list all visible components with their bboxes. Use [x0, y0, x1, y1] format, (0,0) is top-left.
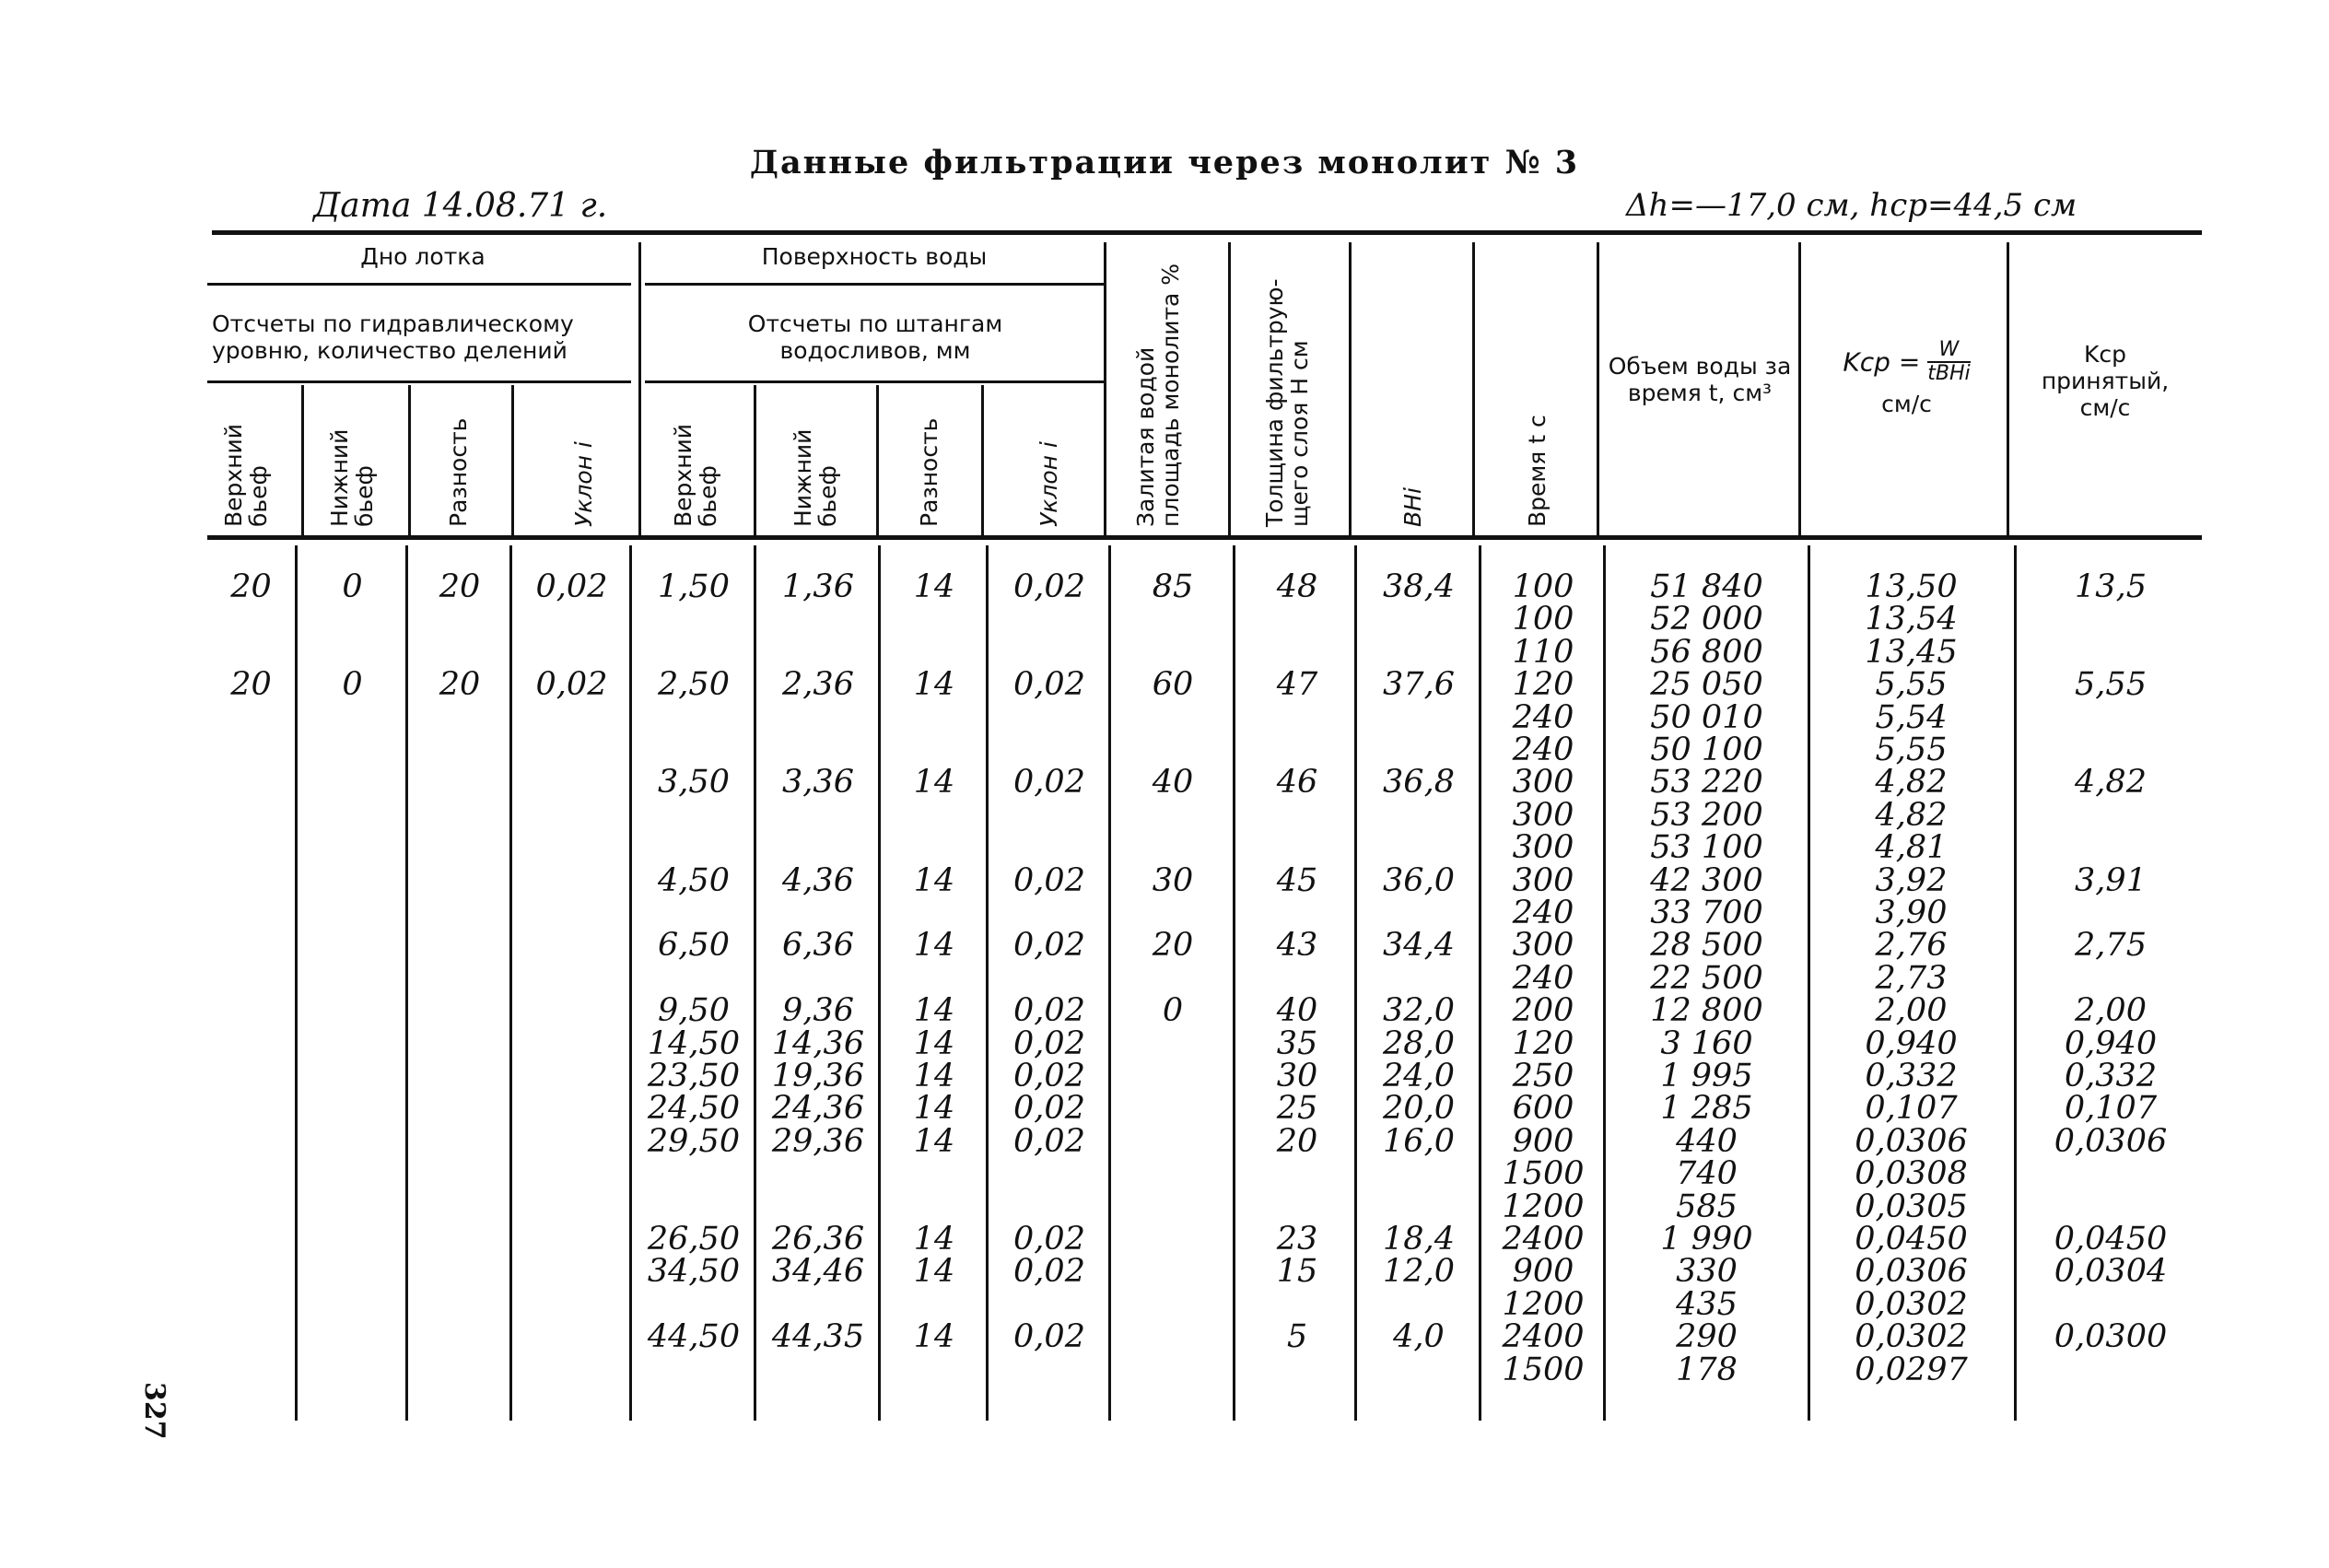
body-divider — [1479, 545, 1481, 1421]
cell-kcp-accepted: 5,55 — [2075, 666, 2147, 704]
cell-thickness: 23 — [1276, 1221, 1318, 1258]
cell-kcp: 5,55 — [1875, 731, 1948, 768]
cell-volume: 52 000 — [1650, 601, 1763, 638]
header-diff-1: Разность — [445, 417, 472, 527]
cell-time: 200 — [1512, 992, 1574, 1030]
body-divider — [1808, 545, 1810, 1421]
cell-kcp-accepted: 13,5 — [2075, 568, 2147, 605]
header-divider — [511, 385, 514, 537]
cell-kcp: 0,0450 — [1855, 1221, 1968, 1258]
cell-bhi: 16,0 — [1383, 1122, 1455, 1160]
header-divider — [301, 385, 304, 537]
cell-volume: 56 800 — [1650, 633, 1763, 671]
cell-diff-surface: 14 — [913, 1058, 955, 1094]
cell-lower-bottom: 0 — [342, 568, 363, 605]
cell-diff-surface: 14 — [913, 764, 955, 802]
cell-volume: 28 500 — [1650, 927, 1763, 965]
cell-time: 300 — [1512, 861, 1574, 899]
cell-upper-surface: 4,50 — [658, 861, 730, 899]
cell-flooded-area: 60 — [1152, 666, 1194, 704]
cell-time: 600 — [1512, 1090, 1574, 1128]
cell-upper-surface: 6,50 — [658, 927, 730, 965]
header-diff-2: Разность — [916, 417, 942, 527]
cell-diff-bottom: 20 — [439, 666, 481, 704]
cell-kcp: 13,45 — [1865, 633, 1958, 671]
cell-kcp: 4,81 — [1875, 829, 1948, 867]
cell-diff-surface: 14 — [913, 1221, 955, 1258]
cell-thickness: 5 — [1286, 1318, 1308, 1356]
cell-bhi: 28,0 — [1383, 1024, 1455, 1062]
cell-flooded-area: 0 — [1162, 992, 1184, 1030]
cell-lower-surface: 34,46 — [771, 1253, 865, 1291]
cell-thickness: 20 — [1276, 1122, 1318, 1160]
header-slope-2: Уклон i — [1036, 441, 1062, 527]
body-divider — [405, 545, 408, 1421]
header-divider — [638, 242, 641, 537]
header-kcp — [1808, 339, 2006, 417]
date-label: Дата 14.08.71 г. — [313, 187, 608, 225]
header-divider — [1228, 242, 1231, 537]
cell-lower-surface: 26,36 — [771, 1221, 865, 1258]
cell-flooded-area: 85 — [1152, 568, 1194, 605]
cell-slope-bottom: 0,02 — [535, 568, 608, 605]
header-bottom-group: Дно лотка — [360, 243, 486, 270]
cell-kcp: 4,82 — [1875, 796, 1948, 834]
cell-kcp-accepted: 0,0306 — [2054, 1122, 2168, 1160]
cell-time: 2400 — [1502, 1221, 1585, 1258]
cell-time: 900 — [1512, 1122, 1574, 1160]
cell-slope-surface: 0,02 — [1013, 1090, 1085, 1128]
cell-slope-bottom: 0,02 — [535, 666, 608, 704]
header-bottom-subgroup: Отсчеты по гидравлическому уровню, количество делений — [212, 310, 574, 364]
cell-lower-surface: 19,36 — [771, 1058, 865, 1094]
cell-lower-bottom: 0 — [342, 666, 363, 704]
cell-kcp-accepted: 0,0450 — [2054, 1221, 2168, 1258]
cell-time: 1500 — [1502, 1351, 1585, 1388]
cell-volume: 42 300 — [1650, 861, 1763, 899]
cell-diff-surface: 14 — [913, 568, 955, 605]
cell-diff-surface: 14 — [913, 1024, 955, 1062]
cell-upper-surface: 1,50 — [658, 568, 730, 605]
header-slope-1: Уклон i — [570, 441, 597, 527]
cell-slope-surface: 0,02 — [1013, 764, 1085, 802]
cell-time: 300 — [1512, 796, 1574, 834]
cell-volume: 25 050 — [1650, 666, 1763, 704]
header-surface-group: Поверхность воды — [761, 243, 988, 270]
cell-bhi: 37,6 — [1383, 666, 1455, 704]
group-bottom-rule — [207, 283, 631, 286]
cell-kcp-accepted: 2,00 — [2075, 992, 2147, 1030]
cell-bhi: 12,0 — [1383, 1253, 1455, 1291]
cell-thickness: 45 — [1276, 861, 1318, 899]
cell-time: 300 — [1512, 927, 1574, 965]
cell-time: 300 — [1512, 829, 1574, 867]
cell-volume: 22 500 — [1650, 959, 1763, 997]
cell-kcp: 13,50 — [1865, 568, 1958, 605]
cell-volume: 53 100 — [1650, 829, 1763, 867]
cell-kcp-accepted: 0,0304 — [2054, 1253, 2168, 1291]
cell-slope-surface: 0,02 — [1013, 1058, 1085, 1094]
cell-lower-surface: 9,36 — [782, 992, 854, 1030]
body-divider — [1603, 545, 1606, 1421]
cell-time: 240 — [1512, 895, 1574, 931]
cell-slope-surface: 0,02 — [1013, 861, 1085, 899]
cell-volume: 178 — [1676, 1351, 1738, 1388]
cell-slope-surface: 0,02 — [1013, 992, 1085, 1030]
cell-flooded-area: 30 — [1152, 861, 1194, 899]
cell-kcp: 0,332 — [1865, 1058, 1958, 1094]
cell-volume: 740 — [1676, 1155, 1738, 1193]
body-divider — [878, 545, 881, 1421]
cell-upper-bottom: 20 — [230, 666, 272, 704]
cell-bhi: 36,0 — [1383, 861, 1455, 899]
cell-kcp: 0,0302 — [1855, 1318, 1968, 1356]
parameters-label: Δh=—17,0 см, hср=44,5 см — [1626, 187, 2077, 224]
cell-bhi: 38,4 — [1383, 568, 1455, 605]
header-divider — [1349, 242, 1352, 537]
cell-lower-surface: 3,36 — [782, 764, 854, 802]
header-surface-subgroup: Отсчеты по штангам водосливов, мм — [747, 310, 1003, 364]
header-layer-thickness: Толщина фильтрую-щего слоя H см — [1261, 278, 1313, 527]
cell-kcp: 3,92 — [1875, 861, 1948, 899]
cell-diff-surface: 14 — [913, 927, 955, 965]
cell-time: 300 — [1512, 764, 1574, 802]
cell-volume: 12 800 — [1650, 992, 1763, 1030]
header-divider — [1798, 242, 1801, 537]
cell-kcp-accepted: 0,107 — [2064, 1090, 2158, 1128]
subheader-surface-rule — [645, 380, 1106, 383]
cell-time: 250 — [1512, 1058, 1574, 1094]
cell-kcp: 5,54 — [1875, 698, 1948, 736]
cell-time: 1500 — [1502, 1155, 1585, 1193]
cell-volume: 3 160 — [1660, 1024, 1753, 1062]
cell-kcp: 2,76 — [1875, 927, 1948, 965]
header-flooded-area: Залитая водой площадь монолита % — [1132, 263, 1184, 527]
cell-thickness: 47 — [1276, 666, 1318, 704]
cell-volume: 51 840 — [1650, 568, 1763, 605]
cell-kcp: 2,00 — [1875, 992, 1948, 1030]
cell-kcp-accepted: 0,940 — [2064, 1024, 2158, 1062]
cell-upper-surface: 2,50 — [658, 666, 730, 704]
header-upper-2: Верхний бьеф — [670, 423, 721, 527]
cell-lower-surface: 44,35 — [771, 1318, 865, 1356]
header-divider — [876, 385, 879, 537]
cell-kcp: 4,82 — [1875, 764, 1948, 802]
kcp-numerator: W — [1927, 339, 1970, 363]
header-bottom-rule — [207, 535, 2202, 540]
cell-bhi: 18,4 — [1383, 1221, 1455, 1258]
cell-volume: 50 100 — [1650, 731, 1763, 768]
header-time: Время t с — [1524, 415, 1551, 527]
cell-thickness: 15 — [1276, 1253, 1318, 1291]
cell-time: 240 — [1512, 731, 1574, 768]
cell-upper-surface: 3,50 — [658, 764, 730, 802]
cell-slope-surface: 0,02 — [1013, 1122, 1085, 1160]
cell-time: 100 — [1512, 601, 1574, 638]
cell-kcp-accepted: 0,0300 — [2054, 1318, 2168, 1356]
cell-volume: 440 — [1676, 1122, 1738, 1160]
cell-kcp: 0,0305 — [1855, 1188, 1968, 1225]
cell-kcp: 0,0308 — [1855, 1155, 1968, 1193]
page-title: Данные фильтрации через монолит № 3 — [749, 144, 1580, 181]
kcp-symbol: Kср = — [1843, 346, 1921, 378]
cell-diff-surface: 14 — [913, 1253, 955, 1291]
body-divider — [295, 545, 298, 1421]
cell-slope-surface: 0,02 — [1013, 1221, 1085, 1258]
cell-thickness: 43 — [1276, 927, 1318, 965]
cell-slope-surface: 0,02 — [1013, 666, 1085, 704]
cell-kcp: 0,0297 — [1855, 1351, 1968, 1388]
header-divider — [408, 385, 411, 537]
cell-lower-surface: 2,36 — [782, 666, 854, 704]
cell-kcp: 0,0306 — [1855, 1122, 1968, 1160]
cell-slope-surface: 0,02 — [1013, 568, 1085, 605]
cell-upper-surface: 34,50 — [647, 1253, 741, 1291]
body-divider — [509, 545, 512, 1421]
header-divider — [1472, 242, 1475, 537]
cell-kcp-accepted: 0,332 — [2064, 1058, 2158, 1094]
cell-slope-surface: 0,02 — [1013, 1318, 1085, 1356]
cell-kcp: 2,73 — [1875, 959, 1948, 997]
cell-lower-surface: 1,36 — [782, 568, 854, 605]
body-divider — [754, 545, 756, 1421]
header-divider — [1597, 242, 1599, 537]
cell-bhi: 36,8 — [1383, 764, 1455, 802]
body-divider — [2014, 545, 2017, 1421]
cell-kcp-accepted: 3,91 — [2075, 861, 2147, 899]
cell-upper-surface: 14,50 — [647, 1024, 741, 1062]
header-divider — [2007, 242, 2009, 537]
cell-volume: 585 — [1676, 1188, 1738, 1225]
cell-time: 110 — [1512, 633, 1574, 671]
body-divider — [986, 545, 989, 1421]
cell-lower-surface: 4,36 — [782, 861, 854, 899]
header-divider — [754, 385, 756, 537]
cell-lower-surface: 6,36 — [782, 927, 854, 965]
cell-slope-surface: 0,02 — [1013, 1024, 1085, 1062]
header-upper-1: Верхний бьеф — [220, 423, 272, 527]
cell-volume: 53 200 — [1650, 796, 1763, 834]
cell-lower-surface: 29,36 — [771, 1122, 865, 1160]
header-bhi: BHi — [1399, 487, 1426, 527]
header-volume: Объем воды за время t, см³ — [1608, 353, 1792, 406]
cell-volume: 53 220 — [1650, 764, 1763, 802]
cell-volume: 50 010 — [1650, 698, 1763, 736]
cell-thickness: 40 — [1276, 992, 1318, 1030]
cell-diff-bottom: 20 — [439, 568, 481, 605]
cell-volume: 330 — [1676, 1253, 1738, 1291]
cell-time: 1200 — [1502, 1285, 1585, 1323]
cell-flooded-area: 20 — [1152, 927, 1194, 965]
header-lower-1: Нижний бьеф — [326, 428, 378, 527]
cell-diff-surface: 14 — [913, 992, 955, 1030]
cell-diff-surface: 14 — [913, 1090, 955, 1128]
cell-upper-surface: 29,50 — [647, 1122, 741, 1160]
cell-upper-surface: 23,50 — [647, 1058, 741, 1094]
cell-volume: 435 — [1676, 1285, 1738, 1323]
cell-kcp: 0,0306 — [1855, 1253, 1968, 1291]
cell-upper-surface: 9,50 — [658, 992, 730, 1030]
cell-slope-surface: 0,02 — [1013, 1253, 1085, 1291]
cell-diff-surface: 14 — [913, 861, 955, 899]
cell-diff-surface: 14 — [913, 1122, 955, 1160]
cell-time: 120 — [1512, 666, 1574, 704]
cell-time: 100 — [1512, 568, 1574, 605]
cell-bhi: 20,0 — [1383, 1090, 1455, 1128]
body-divider — [1108, 545, 1111, 1421]
cell-time: 1200 — [1502, 1188, 1585, 1225]
cell-lower-surface: 24,36 — [771, 1090, 865, 1128]
cell-kcp: 0,0302 — [1855, 1285, 1968, 1323]
cell-volume: 1 285 — [1660, 1090, 1753, 1128]
kcp-fraction — [1927, 339, 1970, 385]
cell-bhi: 24,0 — [1383, 1058, 1455, 1094]
cell-slope-surface: 0,02 — [1013, 927, 1085, 965]
header-lower-2: Нижний бьеф — [790, 428, 841, 527]
cell-kcp: 0,940 — [1865, 1024, 1958, 1062]
table-top-rule — [212, 230, 2202, 235]
cell-volume: 290 — [1676, 1318, 1738, 1356]
cell-volume: 33 700 — [1650, 895, 1763, 931]
cell-thickness: 35 — [1276, 1024, 1318, 1062]
cell-time: 900 — [1512, 1253, 1574, 1291]
cell-kcp: 5,55 — [1875, 666, 1948, 704]
cell-time: 120 — [1512, 1024, 1574, 1062]
cell-upper-surface: 44,50 — [647, 1318, 741, 1356]
cell-thickness: 30 — [1276, 1058, 1318, 1094]
cell-time: 2400 — [1502, 1318, 1585, 1356]
header-divider — [981, 385, 984, 537]
cell-kcp: 3,90 — [1875, 895, 1948, 931]
cell-bhi: 4,0 — [1393, 1318, 1445, 1356]
header-divider — [1104, 242, 1106, 537]
cell-flooded-area: 40 — [1152, 764, 1194, 802]
cell-kcp-accepted: 2,75 — [2075, 927, 2147, 965]
cell-upper-surface: 26,50 — [647, 1221, 741, 1258]
cell-kcp: 13,54 — [1865, 601, 1958, 638]
cell-time: 240 — [1512, 959, 1574, 997]
cell-diff-surface: 14 — [913, 666, 955, 704]
body-divider — [1233, 545, 1235, 1421]
cell-volume: 1 990 — [1660, 1221, 1753, 1258]
cell-thickness: 48 — [1276, 568, 1318, 605]
cell-upper-surface: 24,50 — [647, 1090, 741, 1128]
cell-kcp: 0,107 — [1865, 1090, 1958, 1128]
kcp-denominator: tBHi — [1927, 362, 1971, 385]
group-surface-rule — [645, 283, 1106, 286]
subheader-bottom-rule — [207, 380, 631, 383]
cell-volume: 1 995 — [1660, 1058, 1753, 1094]
cell-thickness: 25 — [1276, 1090, 1318, 1128]
cell-thickness: 46 — [1276, 764, 1318, 802]
header-kcp-accepted: Kср принятый, см/с — [2041, 341, 2170, 421]
cell-bhi: 34,4 — [1383, 927, 1455, 965]
kcp-unit: см/с — [1881, 391, 1932, 417]
body-divider — [629, 545, 632, 1421]
cell-bhi: 32,0 — [1383, 992, 1455, 1030]
cell-kcp-accepted: 4,82 — [2075, 764, 2147, 802]
cell-upper-bottom: 20 — [230, 568, 272, 605]
cell-time: 240 — [1512, 698, 1574, 736]
page-number: 327 — [138, 1382, 170, 1440]
cell-lower-surface: 14,36 — [771, 1024, 865, 1062]
cell-diff-surface: 14 — [913, 1318, 955, 1356]
